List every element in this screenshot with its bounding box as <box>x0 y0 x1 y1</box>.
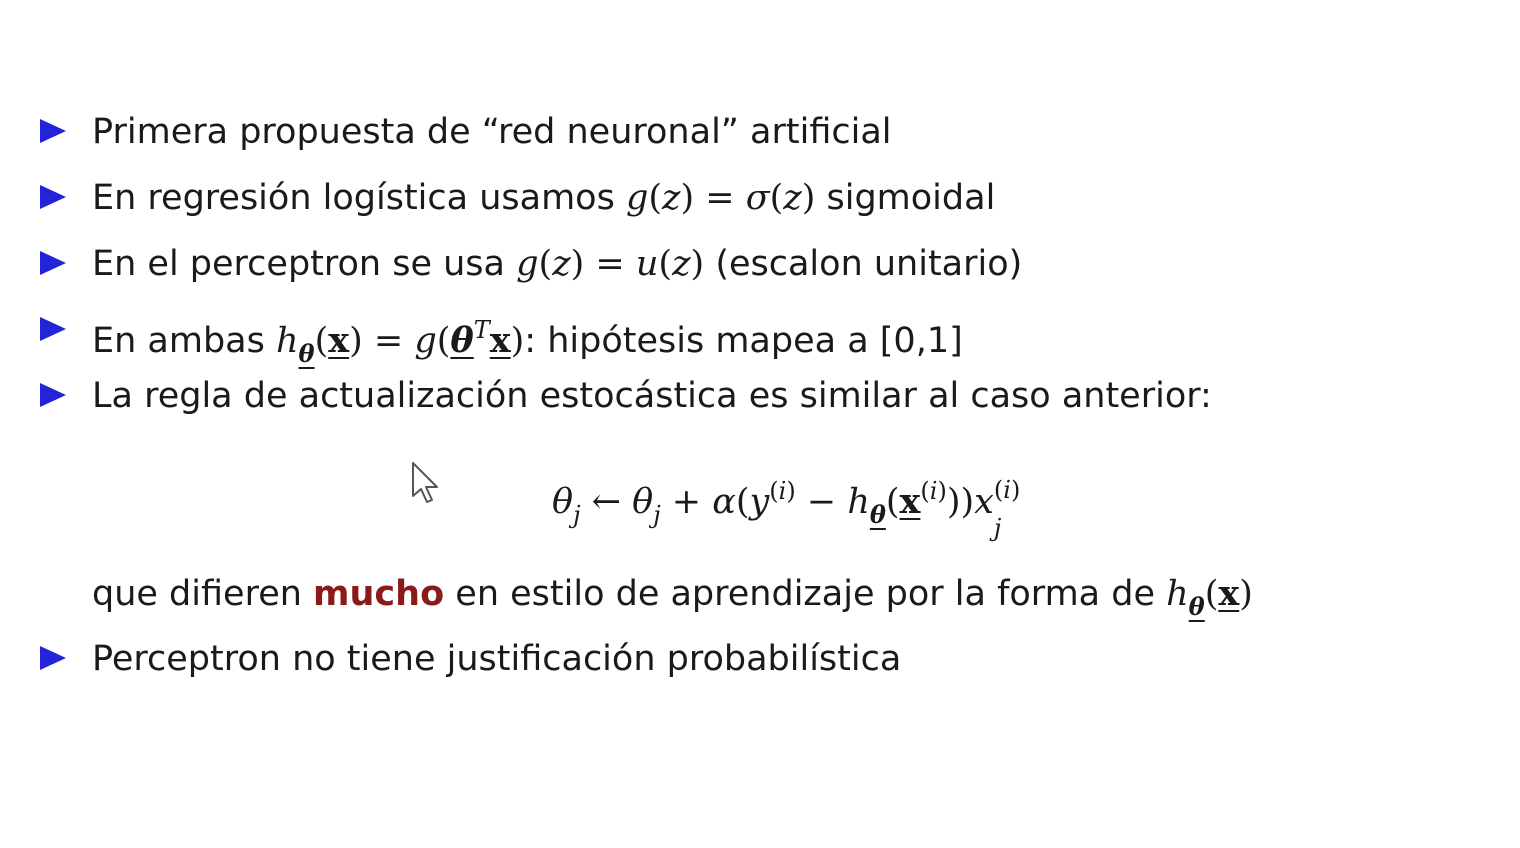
bullet-4 <box>92 308 963 376</box>
continuation-after: en estilo de aprendizaje por la forma de <box>444 574 1167 614</box>
bullet-3-text-before: En el perceptron se usa <box>92 244 517 284</box>
bullet-5-text: La regla de actualización estocástica es similar al caso anterior: <box>92 376 1212 416</box>
bullet-marker-icon <box>40 251 66 275</box>
bullet-marker-icon <box>40 317 66 341</box>
bullet-marker-icon <box>40 646 66 670</box>
continuation-before: que difieren <box>92 574 314 614</box>
bullet-marker-icon <box>40 383 66 407</box>
bullet-1 <box>92 110 892 154</box>
mouse-pointer-icon <box>410 460 442 506</box>
bullet-2-text-before: En regresión logística usamos <box>92 178 626 218</box>
bullet-3-text-after: (escalon unitario) <box>704 244 1023 284</box>
update-rule-equation: $\theta_j$ ← $\theta_j + \alpha(y^{(i)} - h_\theta(x^{(i)}))x$ (i) j <box>552 476 1021 542</box>
bullet-2-math: g(z) = σ(z) <box>625 178 816 218</box>
bullet-4-text-before: En ambas <box>92 321 276 361</box>
bullet-4-math: $h_\theta(x) = g(\theta^Tx)$ <box>276 316 525 368</box>
bullet-3-math: g(z) = u(z) <box>516 244 705 284</box>
bullet-6-text: Perceptron no tiene justificación probabilística <box>92 639 902 679</box>
bullet-2-text-after: sigmoidal <box>815 178 996 218</box>
bullet-3 <box>92 242 1022 286</box>
bullet-6 <box>92 637 901 681</box>
continuation-math: $h_\theta(x)$ <box>1166 573 1253 621</box>
bullet-2 <box>92 176 995 220</box>
bullet-4-text-after: : hipótesis mapea a [0,1] <box>524 321 963 361</box>
bullet-marker-icon <box>40 185 66 209</box>
bullet-marker-icon <box>40 119 66 143</box>
emphasis-text: mucho <box>313 574 445 614</box>
continuation-line <box>92 572 1253 629</box>
bullet-1-text: Primera propuesta de “red neuronal” artificial <box>92 112 892 152</box>
bullet-5 <box>92 374 1212 418</box>
